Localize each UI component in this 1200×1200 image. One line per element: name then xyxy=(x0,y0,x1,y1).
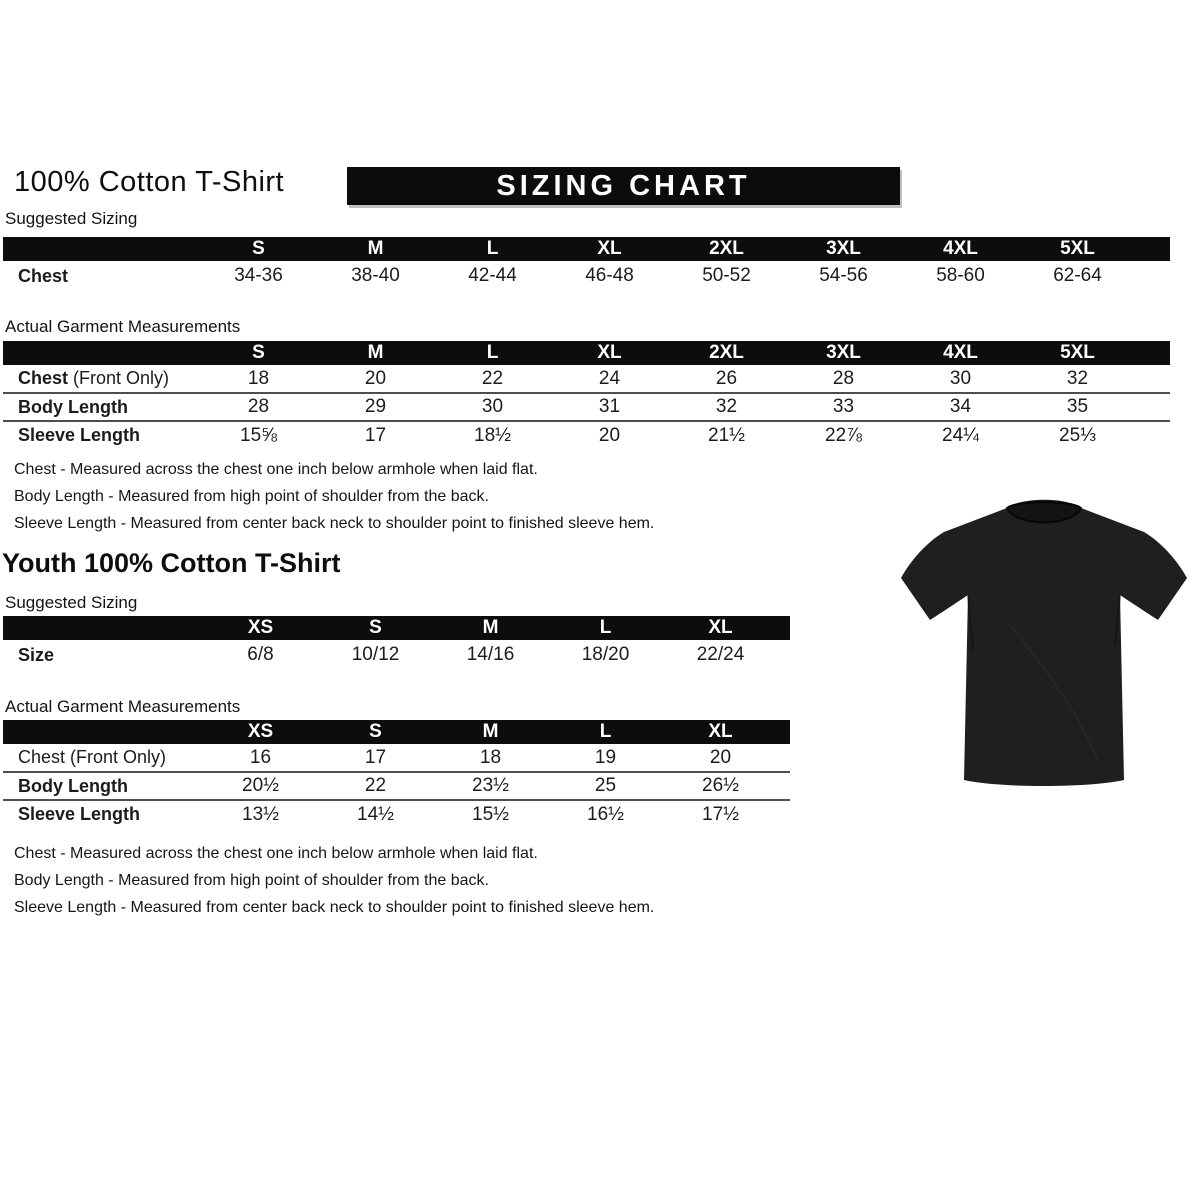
youth-actual-measurements-table xyxy=(3,720,790,828)
table-row-sleeve-length xyxy=(3,800,790,828)
cell: 17½ xyxy=(702,803,739,825)
cell: 15⅝ xyxy=(240,424,277,446)
row-label: Size xyxy=(18,644,55,665)
cell: 46-48 xyxy=(585,265,634,286)
cell: 13½ xyxy=(242,803,279,825)
tshirt-image xyxy=(893,476,1195,810)
size-header-spacer xyxy=(1136,237,1170,261)
cell: 16 xyxy=(203,744,318,772)
row-label: Chest (Front Only) xyxy=(3,744,203,772)
cell: 20½ xyxy=(203,772,318,800)
size-header: 2XL xyxy=(668,341,785,365)
size-header-spacer xyxy=(1136,341,1170,365)
cell-spacer xyxy=(1136,365,1170,393)
cell: 24¼ xyxy=(942,424,979,446)
cell: 38-40 xyxy=(351,265,400,286)
size-header: XS xyxy=(203,720,318,744)
tshirt-body xyxy=(901,500,1187,786)
note-body-length: Body Length - Measured from high point of shoulder from the back. xyxy=(14,872,489,889)
cell: 18½ xyxy=(474,424,511,446)
cell: 22 xyxy=(318,772,433,800)
adult-suggested-sizing-table xyxy=(3,237,1170,291)
cell: 58-60 xyxy=(936,265,985,286)
tshirt-product-photo xyxy=(893,476,1195,810)
size-header: M xyxy=(317,341,434,365)
size-header: 3XL xyxy=(785,341,902,365)
youth-actual-measurements-label: Actual Garment Measurements xyxy=(5,697,241,716)
row-label: Sleeve Length xyxy=(18,425,141,445)
size-header: 4XL xyxy=(902,341,1019,365)
table-header-row xyxy=(3,616,790,640)
table-row-body-length xyxy=(3,393,1170,421)
cell: 32 xyxy=(1019,365,1136,393)
note-body-length: Body Length - Measured from high point of shoulder from the back. xyxy=(14,488,489,505)
cell: 22 xyxy=(434,365,551,393)
cell: 28 xyxy=(785,365,902,393)
youth-suggested-sizing-table xyxy=(3,616,790,670)
cell: 20 xyxy=(317,365,434,393)
table-row-size xyxy=(3,640,790,670)
size-header: M xyxy=(433,616,548,640)
cell: 17 xyxy=(318,744,433,772)
table-header-row xyxy=(3,237,1170,261)
cell: 34-36 xyxy=(234,265,283,286)
size-header-spacer xyxy=(3,616,203,640)
cell: 62-64 xyxy=(1053,265,1102,286)
size-header: L xyxy=(434,341,551,365)
row-label: Chest xyxy=(18,265,69,286)
cell: 19 xyxy=(548,744,663,772)
cell: 10/12 xyxy=(351,644,400,665)
sizing-chart-banner xyxy=(347,167,900,205)
row-label: Sleeve Length xyxy=(18,804,141,824)
size-header: XL xyxy=(663,616,778,640)
youth-suggested-sizing-label: Suggested Sizing xyxy=(5,593,138,612)
size-header: 2XL xyxy=(668,237,785,261)
youth-section-title: Youth 100% Cotton T-Shirt xyxy=(2,548,341,578)
size-header: 5XL xyxy=(1019,341,1136,365)
note-sleeve-length: Sleeve Length - Measured from center back neck to shoulder point to finished sleeve hem. xyxy=(14,515,655,532)
cell: 21½ xyxy=(708,424,745,446)
cell-spacer xyxy=(778,640,790,670)
table-row-sleeve-length xyxy=(3,421,1170,449)
table-header-row xyxy=(3,720,790,744)
cell: 16½ xyxy=(587,803,624,825)
size-header: S xyxy=(318,720,433,744)
size-header: XS xyxy=(203,616,318,640)
note-chest: Chest - Measured across the chest one inch below armhole when laid flat. xyxy=(14,845,538,862)
cell: 26 xyxy=(668,365,785,393)
cell: 35 xyxy=(1019,393,1136,421)
cell: 20 xyxy=(663,744,778,772)
cell: 18/20 xyxy=(581,644,630,665)
cell: 34 xyxy=(902,393,1019,421)
size-header-spacer xyxy=(3,720,203,744)
adult-actual-measurements-table xyxy=(3,341,1170,449)
cell: 24 xyxy=(551,365,668,393)
cell: 20 xyxy=(598,424,621,446)
size-header: XL xyxy=(551,237,668,261)
table-header-row xyxy=(3,341,1170,365)
cell: 30 xyxy=(434,393,551,421)
adult-suggested-sizing-label: Suggested Sizing xyxy=(5,209,138,228)
cell: 23½ xyxy=(433,772,548,800)
size-header: S xyxy=(318,616,433,640)
cell-spacer xyxy=(778,800,790,828)
size-header: XL xyxy=(551,341,668,365)
cell: 54-56 xyxy=(819,265,868,286)
cell: 29 xyxy=(317,393,434,421)
size-header: S xyxy=(200,237,317,261)
cell: 15½ xyxy=(472,803,509,825)
cell: 25⅓ xyxy=(1059,424,1096,446)
cell: 32 xyxy=(668,393,785,421)
cell-spacer xyxy=(778,744,790,772)
cell: 28 xyxy=(200,393,317,421)
cell: 50-52 xyxy=(702,265,751,286)
size-header-spacer xyxy=(3,341,200,365)
note-sleeve-length: Sleeve Length - Measured from center back neck to shoulder point to finished sleeve hem. xyxy=(14,899,655,916)
size-header: L xyxy=(548,720,663,744)
cell: 42-44 xyxy=(468,265,517,286)
size-header-spacer xyxy=(778,720,790,744)
cell-spacer xyxy=(1136,261,1170,291)
cell: 6/8 xyxy=(247,644,274,665)
size-header-spacer xyxy=(3,237,200,261)
cell-spacer xyxy=(1136,421,1170,449)
size-header: XL xyxy=(663,720,778,744)
row-label: Body Length xyxy=(3,393,200,421)
cell: 18 xyxy=(200,365,317,393)
cell: 14/16 xyxy=(466,644,515,665)
size-header-spacer xyxy=(778,616,790,640)
size-header: 5XL xyxy=(1019,237,1136,261)
cell: 33 xyxy=(785,393,902,421)
cell: 17 xyxy=(364,424,387,446)
size-header: L xyxy=(434,237,551,261)
cell-spacer xyxy=(1136,393,1170,421)
table-row xyxy=(3,261,1170,291)
page-title: 100% Cotton T-Shirt xyxy=(14,166,285,198)
adult-actual-measurements-label: Actual Garment Measurements xyxy=(5,317,241,336)
table-row-chest xyxy=(3,744,790,772)
size-header: M xyxy=(317,237,434,261)
cell: 26½ xyxy=(663,772,778,800)
cell-spacer xyxy=(778,772,790,800)
size-header: 3XL xyxy=(785,237,902,261)
table-row-body-length xyxy=(3,772,790,800)
cell: 22⅞ xyxy=(825,424,862,446)
size-header: 4XL xyxy=(902,237,1019,261)
cell: 31 xyxy=(551,393,668,421)
size-header: M xyxy=(433,720,548,744)
cell: 30 xyxy=(902,365,1019,393)
cell: 25 xyxy=(548,772,663,800)
cell: 22/24 xyxy=(696,644,745,665)
size-header: S xyxy=(200,341,317,365)
sizing-chart-banner-label: SIZING CHART xyxy=(496,169,751,202)
size-header: L xyxy=(548,616,663,640)
table-row-chest xyxy=(3,365,1170,393)
cell: 18 xyxy=(433,744,548,772)
note-chest: Chest - Measured across the chest one inch below armhole when laid flat. xyxy=(14,461,538,478)
row-label: Chest (Front Only) xyxy=(3,365,200,393)
cell: 14½ xyxy=(357,803,394,825)
row-label: Body Length xyxy=(3,772,203,800)
